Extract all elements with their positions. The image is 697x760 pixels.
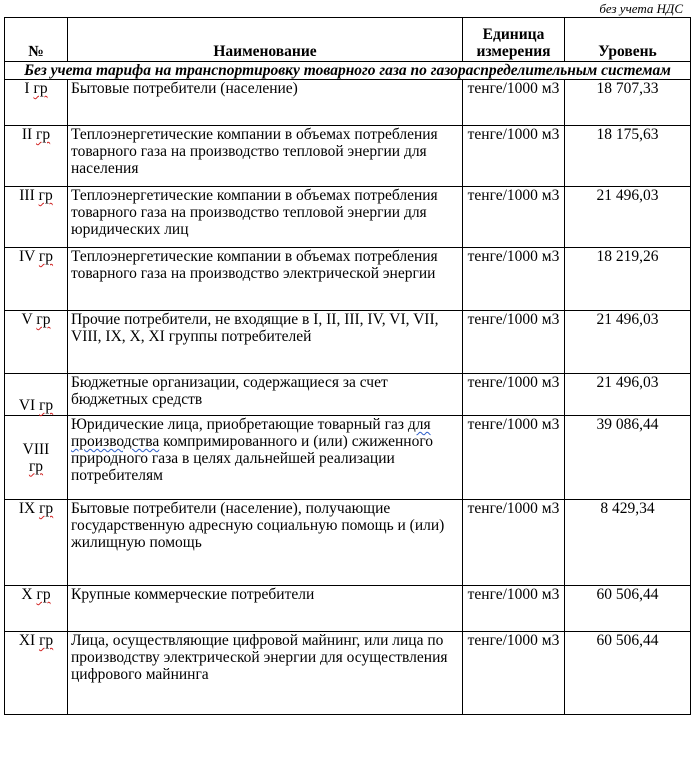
gas-tariff-table: [4, 17, 691, 715]
group-roman: IV: [18, 248, 36, 265]
vat-note: без учета НДС: [599, 1, 683, 16]
row-name-part: Юридические лица, приобретающие товарный газ: [71, 416, 408, 433]
group-suffix: гр: [36, 126, 51, 143]
row-unit: тенге/1000 м3: [463, 374, 565, 416]
table-row: [5, 632, 691, 715]
row-name-marked-part: для производства: [71, 416, 431, 450]
row-unit: тенге/1000 м3: [463, 80, 565, 126]
row-group-number: [5, 248, 68, 311]
table-row: [5, 248, 691, 311]
row-unit: тенге/1000 м3: [463, 500, 565, 586]
section-row: [5, 62, 691, 80]
row-unit: тенге/1000 м3: [463, 126, 565, 187]
group-suffix: гр: [36, 311, 51, 328]
row-name: Бытовые потребители (население): [68, 80, 463, 126]
header-value: Уровень: [565, 18, 691, 62]
group-roman: XI: [18, 632, 36, 649]
row-value: 60 506,44: [565, 586, 691, 632]
row-group-number: [5, 374, 68, 416]
row-group-number: [5, 126, 68, 187]
row-group-number: [5, 311, 68, 374]
header-num: №: [5, 18, 68, 62]
row-unit: тенге/1000 м3: [463, 311, 565, 374]
row-name: [68, 416, 463, 500]
row-unit: тенге/1000 м3: [463, 187, 565, 248]
table-row: [5, 311, 691, 374]
row-value: 21 496,03: [565, 374, 691, 416]
header-unit: Единица измерения: [463, 18, 565, 62]
row-value: 18 175,63: [565, 126, 691, 187]
row-group-number: [5, 80, 68, 126]
table-row: [5, 187, 691, 248]
row-group-number: [5, 586, 68, 632]
row-name: Теплоэнергетические компании в объемах потребления товарного газа на производство тепловой энергии для населения: [68, 126, 463, 187]
group-roman: II: [21, 126, 33, 143]
row-name: Бытовые потребители (население), получающие государственную адресную социальную помощь и (или) жилищную помощь: [68, 500, 463, 586]
row-value: 21 496,03: [565, 311, 691, 374]
row-value: 60 506,44: [565, 632, 691, 715]
row-unit: тенге/1000 м3: [463, 416, 565, 500]
row-name: Теплоэнергетические компании в объемах потребления товарного газа на производство тепловой энергии для юридических лиц: [68, 187, 463, 248]
row-unit: тенге/1000 м3: [463, 586, 565, 632]
row-unit: тенге/1000 м3: [463, 632, 565, 715]
table-row: [5, 374, 691, 416]
row-value: 39 086,44: [565, 416, 691, 500]
group-suffix: гр: [38, 248, 54, 265]
row-name-part: компримированного и (или) сжиженного природного газа в целях дальнейшей реализации потребителям: [71, 433, 434, 484]
group-roman: I: [24, 80, 30, 97]
row-value: 18 707,33: [565, 80, 691, 126]
row-name: Крупные коммерческие потребители: [68, 586, 463, 632]
row-name: Теплоэнергетические компании в объемах потребления товарного газа на производство электрической энергии: [68, 248, 463, 311]
group-roman: X: [21, 586, 33, 603]
table-row: [5, 416, 691, 500]
group-roman: VI: [18, 397, 36, 414]
row-name: Лица, осуществляющие цифровой майнинг, или лица по производству электрической энергии для осуществления цифрового майнинга: [68, 632, 463, 715]
section-title: Без учета тарифа на транспортировку товарного газа по газораспределительным системам: [5, 62, 691, 80]
row-value: 21 496,03: [565, 187, 691, 248]
row-value: 18 219,26: [565, 248, 691, 311]
row-group-number: [5, 500, 68, 586]
table-row: [5, 500, 691, 586]
group-roman: III: [19, 187, 35, 204]
group-roman: IX: [18, 500, 36, 517]
row-group-number: [5, 632, 68, 715]
group-suffix: гр: [28, 457, 44, 475]
row-name: Бюджетные организации, содержащиеся за счет бюджетных средств: [68, 374, 463, 416]
table-row: [5, 80, 691, 126]
group-roman: VIII: [22, 440, 50, 458]
group-roman: V: [21, 311, 33, 328]
row-unit: тенге/1000 м3: [463, 248, 565, 311]
group-suffix: гр: [39, 632, 54, 649]
row-group-number: [5, 187, 68, 248]
row-group-number: [5, 416, 68, 500]
group-suffix: гр: [33, 80, 48, 97]
row-value: 8 429,34: [565, 500, 691, 586]
header-name: Наименование: [68, 18, 463, 62]
group-suffix: гр: [38, 187, 53, 204]
group-suffix: гр: [39, 500, 54, 517]
group-suffix: гр: [36, 586, 51, 603]
group-suffix: гр: [39, 397, 54, 414]
table-row: [5, 126, 691, 187]
row-name: Прочие потребители, не входящие в I, II, III, IV, VI, VII, VIII, IX, X, XI группы потребителей: [68, 311, 463, 374]
table-header-row: [5, 18, 691, 62]
table-row: [5, 586, 691, 632]
